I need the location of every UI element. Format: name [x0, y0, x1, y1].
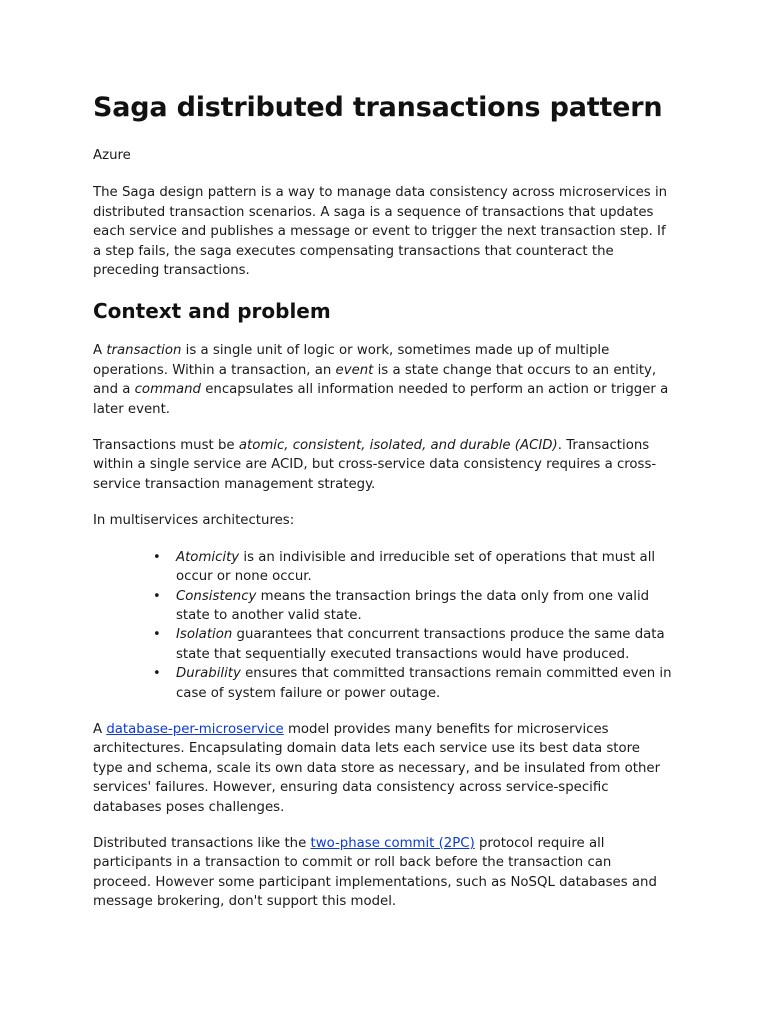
- bullet-icon: •: [153, 627, 161, 643]
- emphasis-transaction: transaction: [106, 343, 182, 359]
- list-term: Consistency: [176, 588, 257, 604]
- database-per-microservice-link[interactable]: database-per-microservice: [106, 721, 284, 737]
- list-item: [153, 625, 672, 664]
- list-item: [153, 587, 672, 626]
- bullet-icon: •: [153, 666, 161, 682]
- bullet-icon: •: [153, 588, 161, 604]
- page-title: Saga distributed transactions pattern: [93, 92, 663, 123]
- two-phase-commit-paragraph: [93, 834, 672, 912]
- emphasis-event: event: [335, 362, 374, 378]
- multiservices-intro: In multiservices architectures:: [93, 513, 295, 529]
- list-term: Durability: [176, 666, 241, 682]
- text-segment: Transactions must be: [93, 438, 239, 454]
- text-segment: . Transactions within a single service are ACID, but cross-service data consistency requires a cross-service transaction management strategy.: [93, 438, 657, 492]
- text-segment: model provides many benefits for microservices architectures. Encapsulating domain data lets each service use its best data store type and schema, scale its own data store as necessary, and be insulated from other services' failures. However, ensuring data consistency across service-specific databases poses challenges.: [93, 721, 661, 815]
- list-text: means the transaction brings the data only from one valid state to another valid state.: [176, 588, 650, 623]
- database-per-microservice-paragraph: [93, 720, 672, 817]
- transaction-definition-paragraph: [93, 341, 672, 419]
- emphasis-acid: atomic, consistent, isolated, and durable (ACID): [238, 438, 558, 454]
- source-label: Azure: [93, 148, 131, 163]
- intro-paragraph: The Saga design pattern is a way to manage data consistency across microservices in distributed transaction scenarios. A saga is a sequence of transactions that updates each service and publishes a message or event to trigger the next transaction step. If a step fails, the saga executes compensating transactions that counteract the preceding transactions.: [93, 185, 668, 279]
- two-phase-commit-link[interactable]: two-phase commit (2PC): [310, 835, 475, 851]
- bullet-icon: •: [153, 549, 161, 565]
- text-segment: Distributed transactions like the: [93, 835, 311, 851]
- acid-paragraph: [93, 436, 672, 494]
- text-segment: is a single unit of logic or work, sometimes made up of multiple operations. Within a transaction, an: [93, 343, 610, 378]
- list-text: guarantees that concurrent transactions produce the same data state that sequentially executed transactions would have produced.: [176, 627, 665, 662]
- acid-list: [93, 548, 672, 703]
- list-term: Isolation: [176, 627, 233, 643]
- list-term: Atomicity: [176, 549, 240, 565]
- text-segment: A: [93, 721, 107, 737]
- text-segment: protocol require all participants in a transaction to commit or roll back before the transaction can proceed. However some participant implementations, such as NoSQL databases and message brokering, don't support this model.: [93, 835, 657, 910]
- section-heading: Context and problem: [93, 299, 331, 324]
- text-segment: is a state change that occurs to an entity, and a: [93, 362, 657, 398]
- list-text: is an indivisible and irreducible set of operations that must all occur or none occur.: [176, 549, 656, 585]
- list-item: [153, 548, 672, 587]
- text-segment: encapsulates all information needed to perform an action or trigger a later event.: [93, 382, 669, 417]
- list-text: ensures that committed transactions remain committed even in case of system failure or power outage.: [176, 666, 672, 701]
- emphasis-command: command: [134, 382, 201, 398]
- list-item: [153, 664, 672, 703]
- text-segment: A: [93, 343, 107, 359]
